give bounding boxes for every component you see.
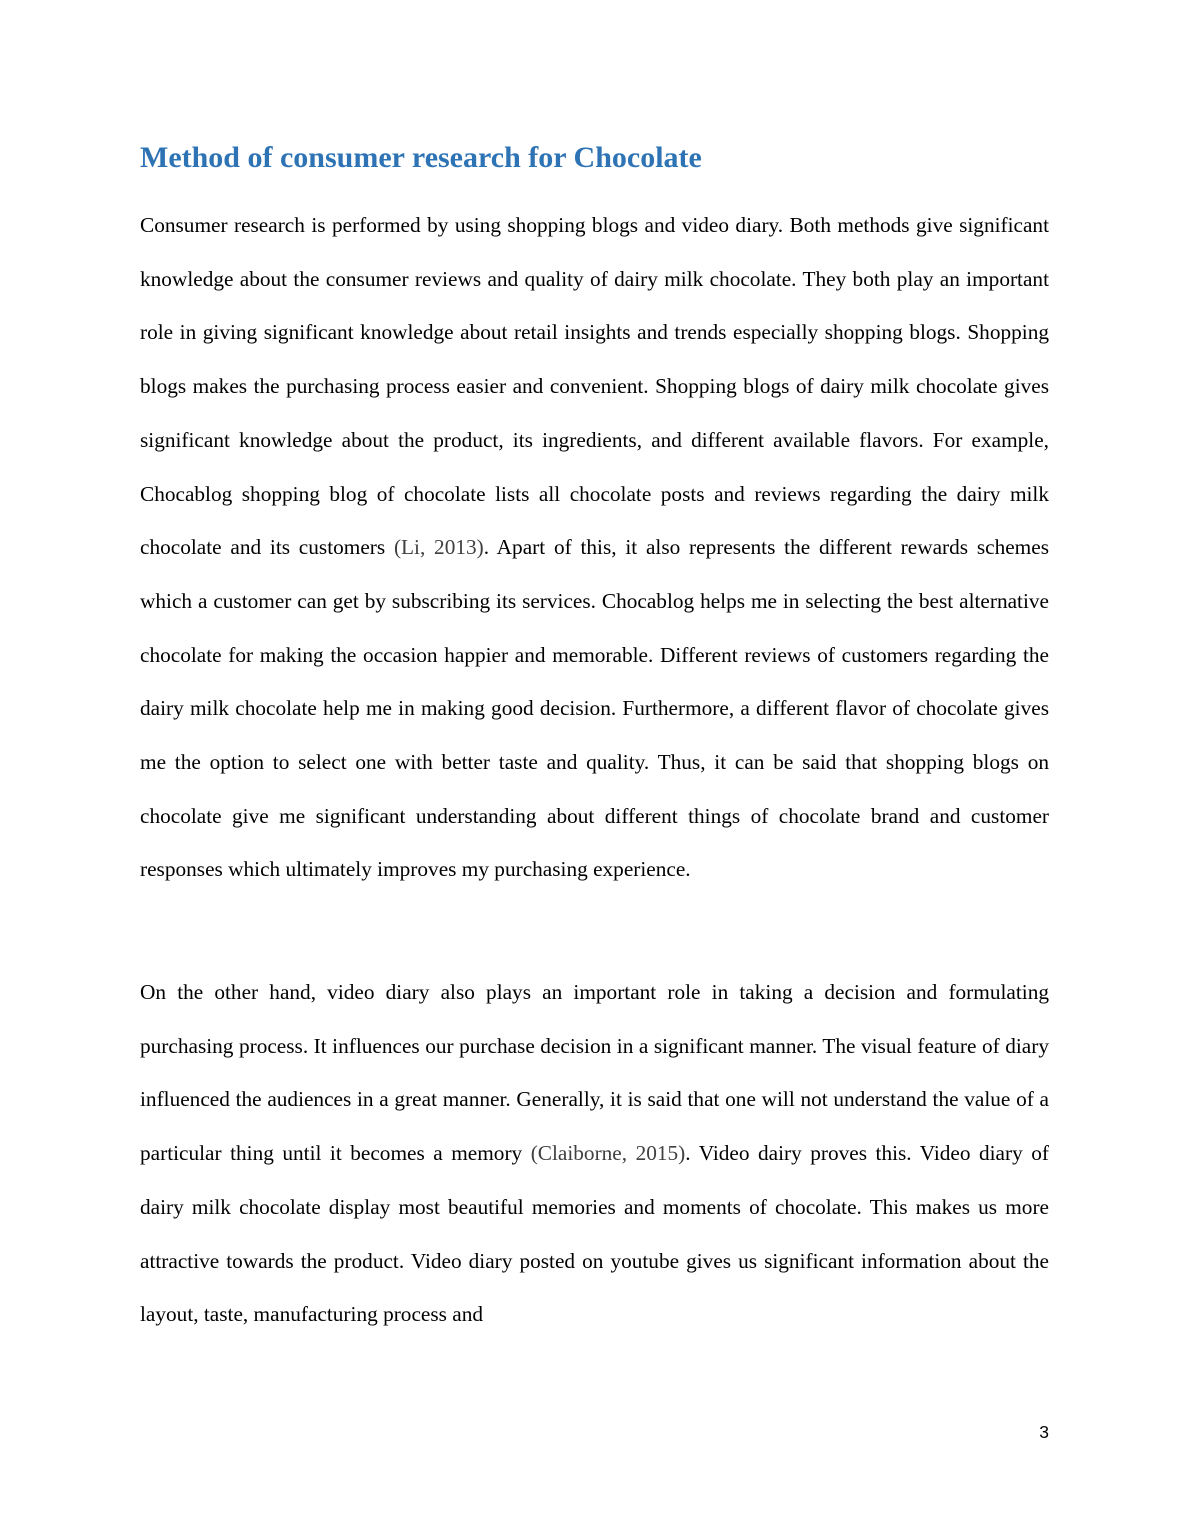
section-heading: Method of consumer research for Chocolate — [140, 141, 702, 174]
citation-claiborne-2015: (Claiborne, 2015) — [530, 1141, 686, 1166]
paragraph-1-text-a: Consumer research is performed by using shopping blogs and video diary. Both methods give significant knowledge about the consumer reviews and quality of dairy milk chocolate. They both play an important role in giving significant knowledge about retail insights and trends especially shopping blogs. Shopping blogs makes the purchasing process easier and convenient. Shopping blogs of dairy milk chocolate gives significant knowledge about the product, its ingredients, and different available flavors. For example, Chocablog shopping blog of chocolate lists all chocolate posts and reviews regarding the dairy milk chocolate and its customers — [140, 213, 1049, 560]
paragraph-2-text-b: . Video dairy proves this. Video diary of dairy milk chocolate display most beautiful memories and moments of chocolate. This makes us more attractive towards the product. Video diary posted on youtube gives us significant information about the layout, taste, manufacturing process and — [140, 1141, 1049, 1327]
body-paragraph-1 — [140, 199, 1049, 897]
paragraph-1-text-b: . Apart of this, it also represents the different rewards schemes which a customer can get by subscribing its services. Chocablog helps me in selecting the best alternative chocolate for making the occasion happier and memorable. Different reviews of customers regarding the dairy milk chocolate help me in making good decision. Furthermore, a different flavor of chocolate gives me the option to select one with better taste and quality. Thus, it can be said that shopping blogs on chocolate give me significant understanding about different things of chocolate brand and customer responses which ultimately improves my purchasing experience. — [140, 535, 1049, 882]
citation-li-2013: (Li, 2013) — [393, 535, 484, 560]
body-paragraph-2 — [140, 966, 1049, 1342]
paragraph-2-text-a: On the other hand, video diary also plays an important role in taking a decision and formulating purchasing process. It influences our purchase decision in a significant manner. The visual feature of diary influenced the audiences in a great manner. Generally, it is said that one will not understand the value of a particular thing until it becomes a memory — [140, 980, 1049, 1166]
page-number: 3 — [1039, 1422, 1049, 1442]
